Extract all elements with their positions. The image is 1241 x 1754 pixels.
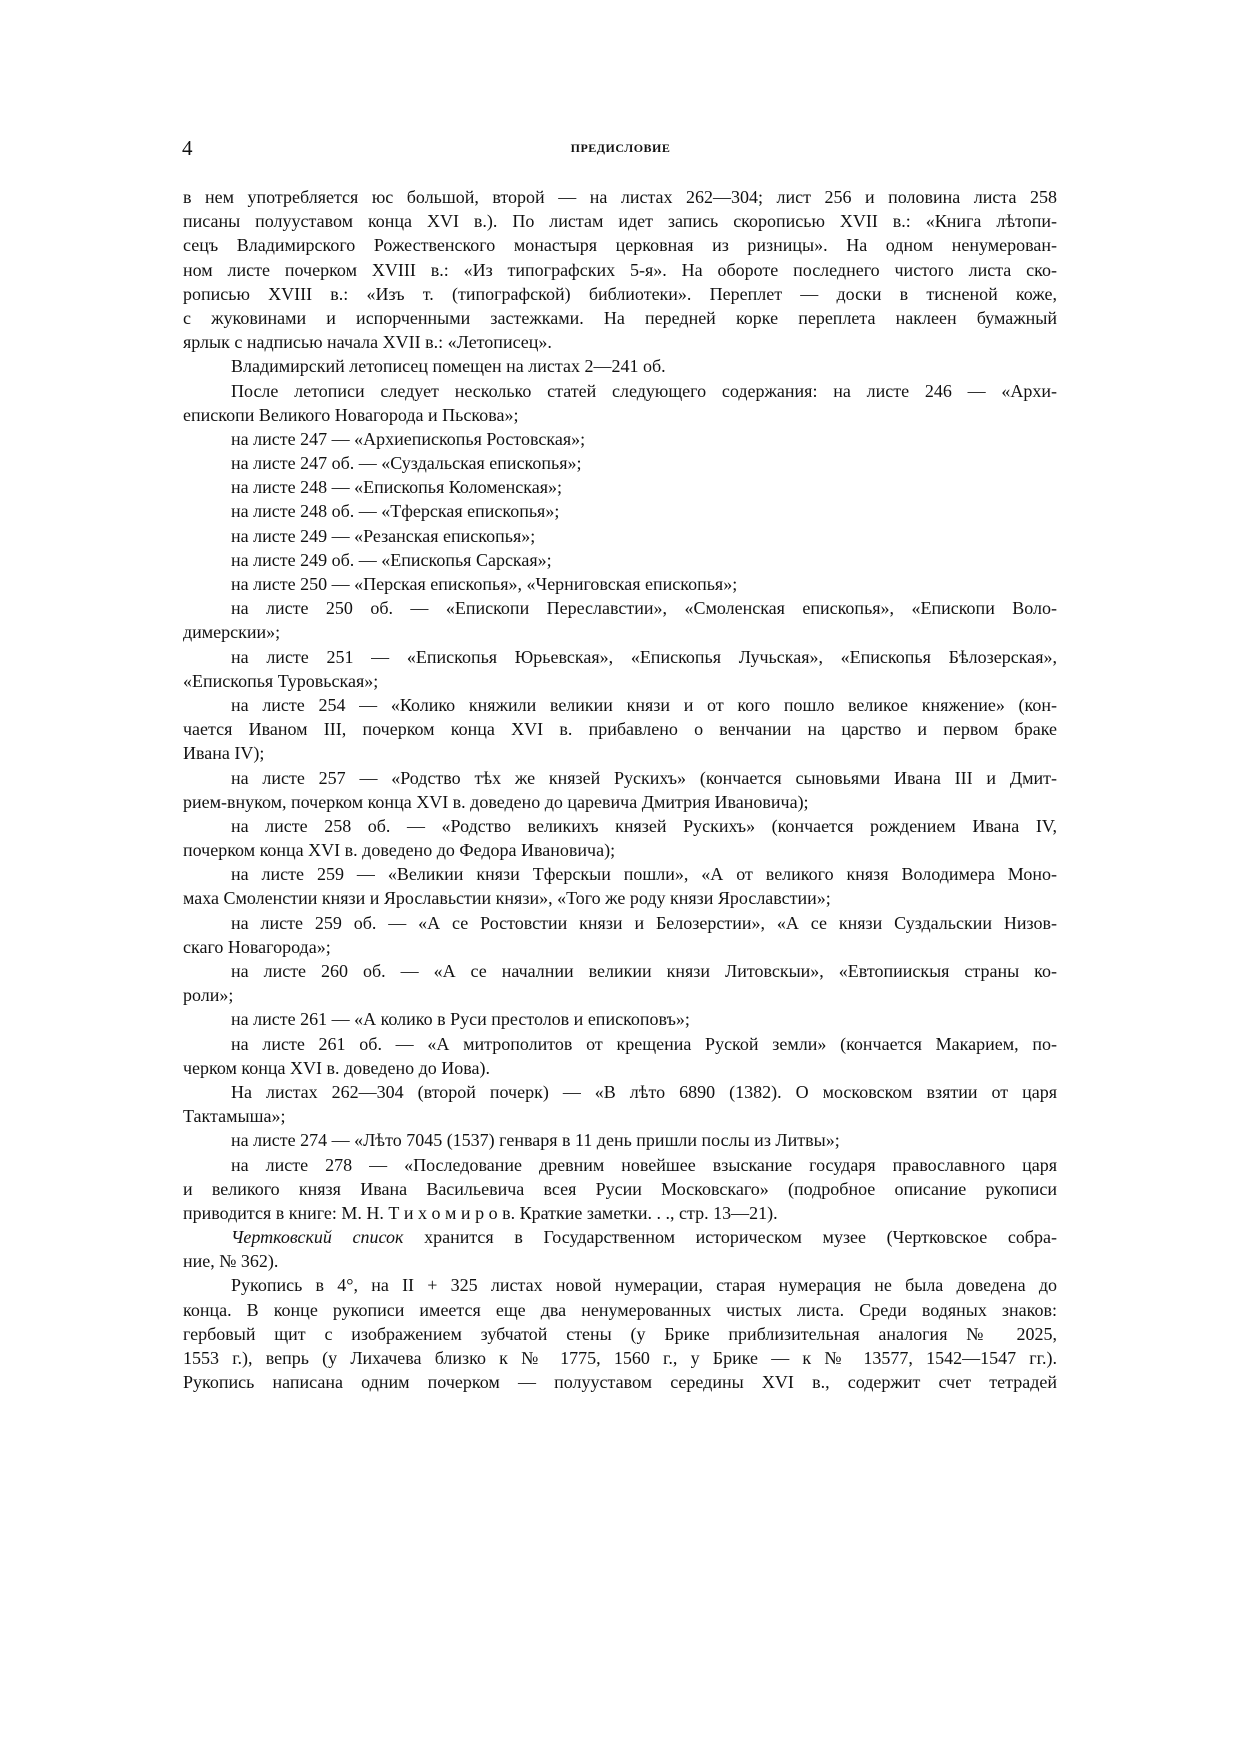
text-line: почерком конца XVI в. доведено до Федора Ивановича); — [183, 840, 616, 861]
text-line: скаго Новагорода»; — [183, 936, 331, 957]
text-line: на листе 248 — «Епископья Коломенская»; — [231, 477, 563, 498]
text-line: на листе 250 — «Перская епископья», «Черниговская епископья»; — [231, 574, 738, 594]
text-line: Рукопись написана одним почерком — полууставом середины XVI в., содержит счет тетрадей — [183, 1372, 1057, 1393]
text-line: и великого князя Ивана Васильевича всея Русии Московскаго» (подробное описание рукописи — [183, 1178, 1057, 1199]
text-line: на листе 261 — «А колико в Руси престолов и епископовъ»; — [231, 1009, 690, 1030]
text-line — [183, 1225, 1057, 1249]
text-line: на листе 250 об. — «Епископи Переславстии», «Смоленская епископья», «Епископи Воло- — [231, 598, 1057, 619]
text-line: в нем употребляется юс большой, второй — на листах 262—304; лист 256 и половина листа 258 — [183, 187, 1057, 207]
body-text — [183, 185, 1057, 1394]
text-line: После летописи следует несколько статей следующего содержания: на листе 246 — «Архи- — [231, 380, 1057, 401]
text-line: на листе 274 — «Лѣто 7045 (1537) генваря в 11 день пришли послы из Литвы»; — [231, 1130, 840, 1151]
line-text: хранится в Государственном историческом музее (Чертковское собра- — [403, 1227, 1057, 1248]
text-line: на листе 254 — «Колико княжили великии князи и от кого пошло великое княжение» (кон- — [231, 694, 1057, 715]
text-line: димерскии»; — [183, 622, 281, 643]
page-number: 4 — [182, 136, 193, 160]
text-line: с жуковинами и испорченными застежками. На передней корке переплета наклеен бумажный — [183, 307, 1057, 328]
text-line: ярлык с надписью начала XVII в.: «Летописец». — [183, 332, 552, 353]
text-line: на листе 260 об. — «А се началнии великии князи Литовскыи», «Евтопиискыя страны ко- — [231, 961, 1057, 981]
text-line: ние, № 362). — [183, 1251, 279, 1272]
text-line: на листе 249 об. — «Епископья Сарская»; — [231, 549, 552, 570]
text-line: рием-внуком, почерком конца XVI в. доведено до царевича Дмитрия Ивановича); — [183, 791, 809, 812]
text-line: черком конца XVI в. доведено до Иова). — [183, 1057, 490, 1078]
text-line: писаны полууставом конца XVI в.). По листам идет запись скорописью XVII в.: «Книга лѣтопи- — [183, 211, 1057, 232]
text-line: «Епископья Туровьская»; — [183, 670, 379, 691]
text-line: на листе 247 об. — «Суздальская епископья»; — [231, 453, 582, 474]
text-line: на листе 259 — «Великии князи Тферскыи пошли», «А от великого князя Володимера Моно- — [231, 864, 1057, 885]
text-line: на листе 258 об. — «Родство великихъ князей Рускихъ» (кончается рождением Ивана IV, — [231, 815, 1057, 836]
text-line: 1553 г.), вепрь (у Лихачева близко к № 1775, 1560 г., у Брике — к № 13577, 1542—1547 гг.). — [183, 1348, 1057, 1368]
text-line: рописью XVIII в.: «Изъ т. (типографской) библиотеки». Переплет — доски в тисненой коже, — [183, 283, 1057, 304]
text-line: Тактамыша»; — [183, 1106, 286, 1127]
text-line: На листах 262—304 (второй почерк) — «В лѣто 6890 (1382). О московском взятии от царя — [231, 1081, 1057, 1102]
text-line: на листе 251 — «Епископья Юрьевская», «Епископья Лучьская», «Епископья Бѣлозерская», — [231, 646, 1057, 667]
text-line: сецъ Владимирского Рожественского монастыря церковная из ризницы». На одном ненумерован- — [183, 235, 1057, 256]
running-title: ПРЕДИСЛОВИЕ — [570, 141, 671, 155]
italic-title: Чертковский список — [231, 1227, 404, 1248]
text-line: ном листе почерком XVIII в.: «Из типографских 5-я». На обороте последнего чистого листа ско- — [183, 259, 1057, 280]
text-line: епископи Великого Новагорода и Пьскова»; — [183, 404, 519, 425]
text-line: гербовый щит с изображением зубчатой стены (у Брике приблизительная аналогия № 2025, — [183, 1323, 1057, 1344]
text-line: на листе 249 — «Резанская епископья»; — [231, 525, 536, 546]
text-line: на листе 248 об. — «Тферская епископья»; — [231, 501, 560, 522]
text-line: на листе 259 об. — «А се Ростовстии князи и Белозерстии», «А се князи Суздальскии Низов- — [231, 912, 1057, 933]
text-line: на листе 261 об. — «А митрополитов от крещениа Руской земли» (кончается Макарием, по- — [231, 1033, 1057, 1054]
text-line: на листе 257 — «Родство тѣх же князей Рускихъ» (кончается сыновьями Ивана III и Дмит- — [231, 767, 1057, 788]
text-line: на листе 247 — «Архиепископья Ростовская»; — [231, 428, 586, 449]
text-line: приводится в книге: М. Н. Т и х о м и р о в. Краткие заметки. . ., стр. 13—21). — [183, 1202, 778, 1223]
text-line: чается Иваном III, почерком конца XVI в. прибавлено о венчании на царство и первом браке — [183, 719, 1057, 740]
text-line: Ивана IV); — [183, 743, 265, 764]
text-line: на листе 278 — «Последование древним новейшее взыскание государя православного царя — [231, 1154, 1057, 1175]
text-line: маха Смоленстии князи и Ярославьстии князи», «Того же роду князи Ярославстии»; — [183, 888, 831, 909]
text-line: роли»; — [183, 985, 234, 1006]
text-line: Владимирский летописец помещен на листах 2—241 об. — [231, 356, 666, 377]
text-line: Рукопись в 4°, на II + 325 листах новой нумерации, старая нумерация не была доведена до — [231, 1275, 1057, 1296]
text-line: конца. В конце рукописи имеется еще два ненумерованных чистых листа. Среди водяных знаков: — [183, 1299, 1057, 1320]
